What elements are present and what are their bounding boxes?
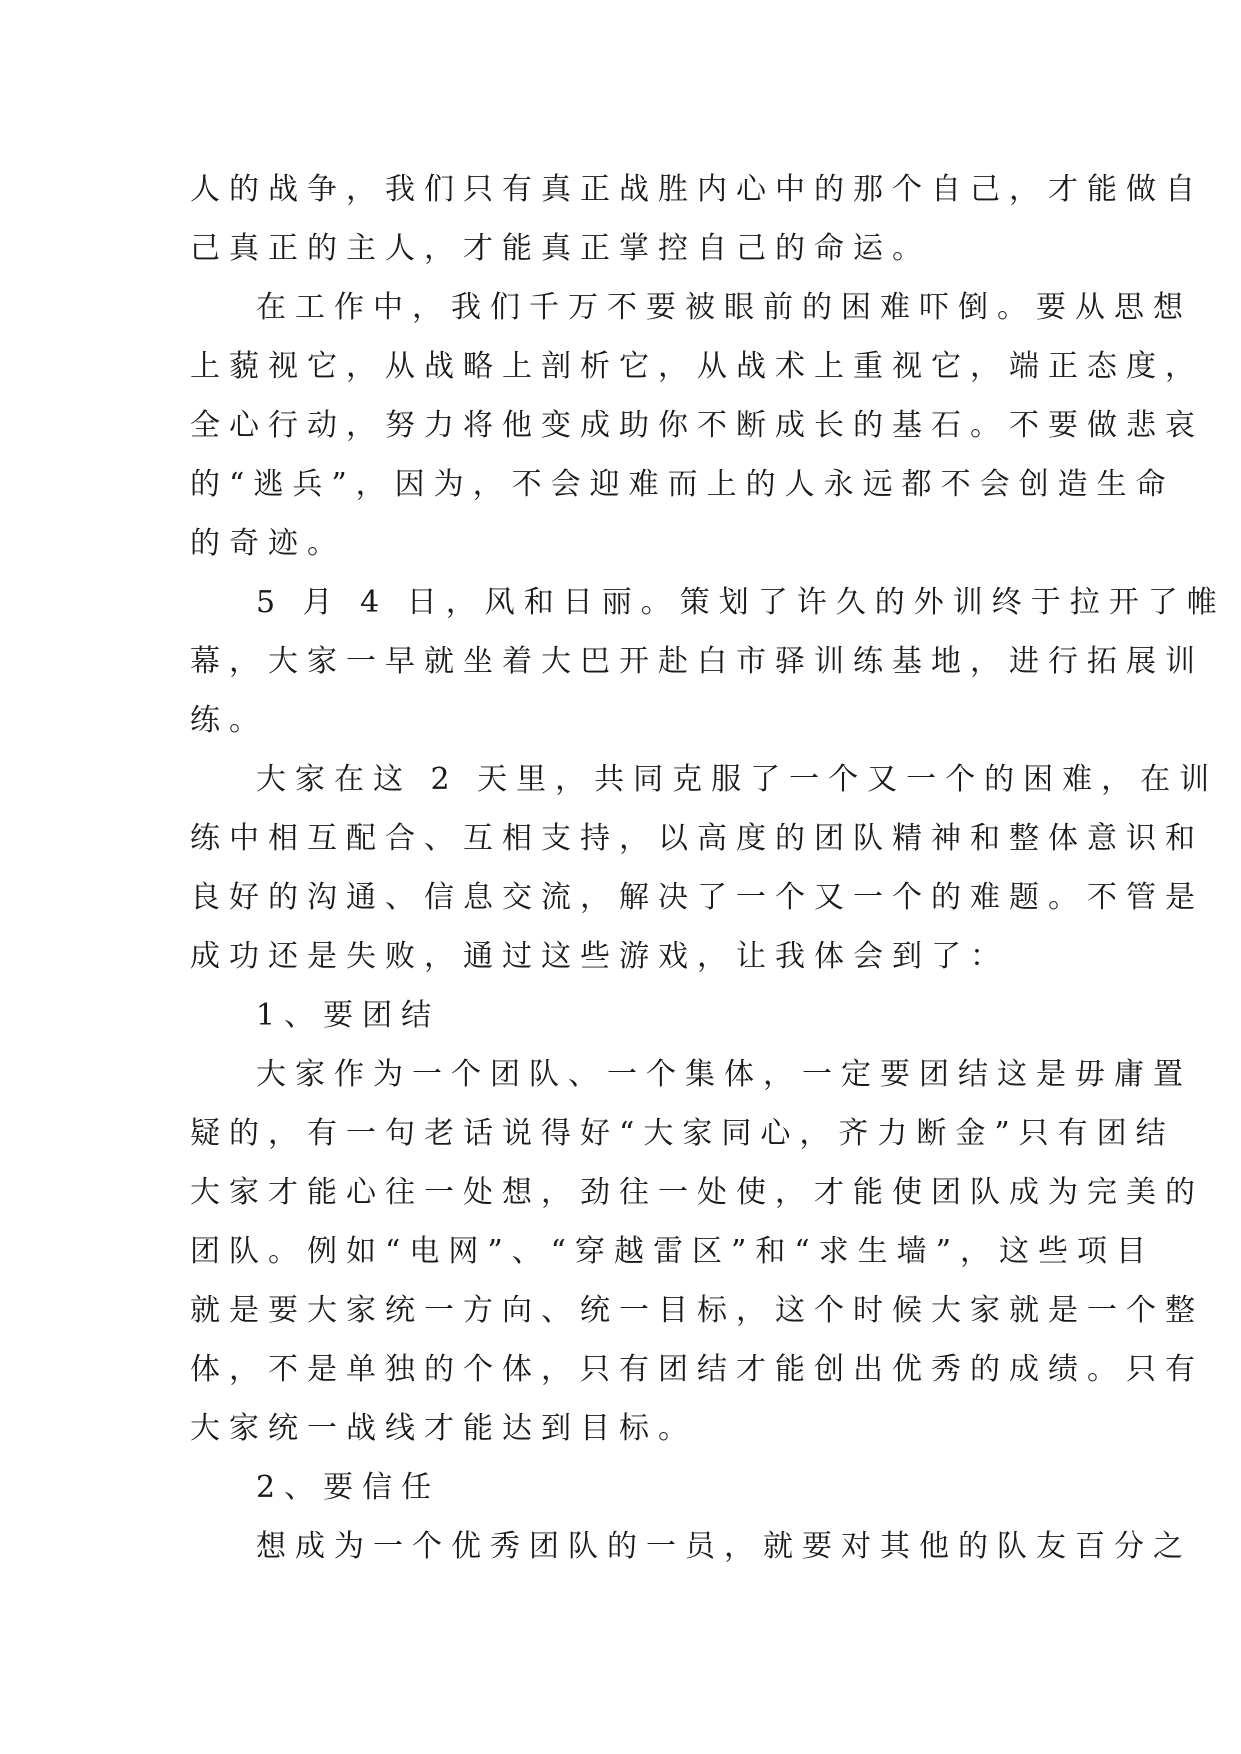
text-line: 大家统一战线才能达到目标。 (190, 1411, 697, 1446)
text-line: 体，不是单独的个体，只有团结才能创出优秀的成绩。只有 (190, 1352, 1204, 1387)
text-line: 练中相互配合、互相支持，以高度的团队精神和整体意识和 (190, 821, 1204, 856)
document-body (190, 160, 1226, 1576)
text-line: 的“逃兵”，因为，不会迎难而上的人永远都不会创造生命 (190, 467, 1175, 502)
text-line: 团队。例如“电网”、“穿越雷区”和“求生墙”，这些项目 (190, 1234, 1156, 1269)
text-line: 全心行动，努力将他变成助你不断成长的基石。不要做悲哀 (190, 408, 1204, 443)
text-line: 成功还是失败，通过这些游戏，让我体会到了： (190, 939, 1009, 974)
text-line: 幕，大家一早就坐着大巴开赴白市驿训练基地，进行拓展训 (190, 644, 1204, 679)
section-heading: 2、要信任 (256, 1470, 441, 1505)
text-line: 良好的沟通、信息交流，解决了一个又一个的难题。不管是 (190, 880, 1204, 915)
text-line: 的奇迹。 (190, 526, 346, 561)
text-line: 疑的，有一句老话说得好“大家同心，齐力断金”只有团结 (190, 1116, 1175, 1151)
paragraph-start-line: 大家作为一个团队、一个集体，一定要团结这是毋庸置 (256, 1057, 1192, 1092)
paragraph-start-line: 大家在这 2 天里，共同克服了一个又一个的困难，在训 (256, 762, 1219, 797)
paragraph-start-line: 在工作中，我们千万不要被眼前的困难吓倒。要从思想 (256, 290, 1192, 325)
text-line: 大家才能心往一处想，劲往一处使，才能使团队成为完美的 (190, 1175, 1204, 1210)
paragraph-start-line: 5 月 4 日，风和日丽。策划了许久的外训终于拉开了帷 (256, 585, 1226, 620)
text-line: 人的战争，我们只有真正战胜内心中的那个自己，才能做自 (190, 172, 1204, 207)
text-line: 就是要大家统一方向、统一目标，这个时候大家就是一个整 (190, 1293, 1204, 1328)
section-heading: 1、要团结 (256, 998, 441, 1033)
paragraph-start-line: 想成为一个优秀团队的一员，就要对其他的队友百分之 (256, 1529, 1192, 1564)
text-line: 上藐视它，从战略上剖析它，从战术上重视它，端正态度， (190, 349, 1204, 384)
text-line: 练。 (190, 703, 268, 738)
text-line: 己真正的主人，才能真正掌控自己的命运。 (190, 231, 931, 266)
